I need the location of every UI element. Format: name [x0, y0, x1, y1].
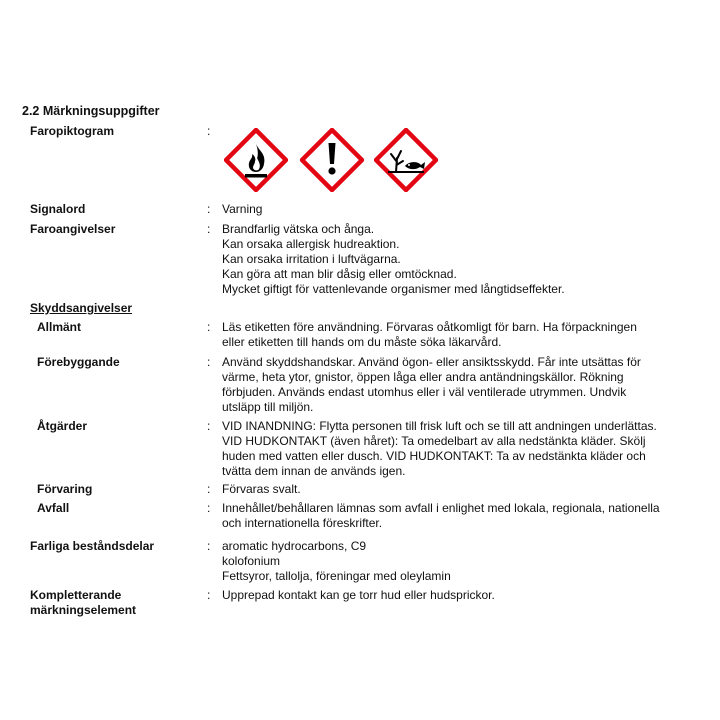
text-line: huden med vatten eller dusch. VID HUDKONTAKT: Ta av nedstänkta kläder och	[222, 449, 646, 463]
avfall-text	[222, 501, 700, 531]
text-line: värme, heta ytor, gnistor, öppen låga eller andra antändningskällor. Rökning	[222, 370, 624, 384]
text-line: Mycket giftigt för vattenlevande organismer med långtidseffekter.	[222, 282, 565, 296]
allmant-label: Allmänt	[37, 320, 82, 334]
forebyggande-text	[222, 355, 700, 415]
colon: :	[207, 482, 211, 496]
skyddsangivelser-heading: Skyddsangivelser	[30, 301, 133, 315]
text-line: VID HUDKONTAKT (även håret): Ta omedelbart av alla nedstänkta kläder. Skölj	[222, 434, 646, 448]
colon: :	[207, 588, 211, 602]
kompletterande-label	[30, 588, 205, 618]
colon: :	[207, 124, 211, 138]
text-line: Kan orsaka allergisk hudreaktion.	[222, 237, 400, 251]
allmant-text	[222, 320, 700, 350]
colon: :	[207, 320, 211, 334]
text-line: tvätta dem innan de används igen.	[222, 464, 406, 478]
avfall-label: Avfall	[37, 501, 70, 515]
label-line: Kompletterande	[30, 588, 122, 602]
text-line: eller etiketten till hands om du måste söka läkarvård.	[222, 335, 502, 349]
forvaring-value: Förvaras svalt.	[222, 482, 301, 496]
pictogram-label: Faropiktogram	[30, 124, 115, 138]
text-line: Läs etiketten före användning. Förvaras oåtkomligt för barn. Ha förpackningen	[222, 320, 637, 334]
text-line: Använd skyddshandskar. Använd ögon- eller ansiktsskydd. Får inte utsättas för	[222, 355, 641, 369]
exclamation-mark-icon	[300, 128, 364, 192]
text-line: utsläpp till miljön.	[222, 400, 314, 414]
text-line: Kan göra att man blir dåsig eller omtöcknad.	[222, 267, 457, 281]
faroangivelser-label: Faroangivelser	[30, 222, 116, 236]
label-line: märkningselement	[30, 603, 137, 617]
text-line: Brandfarlig vätska och ånga.	[222, 222, 375, 236]
colon: :	[207, 222, 211, 236]
text-line: kolofonium	[222, 554, 281, 568]
colon: :	[207, 501, 211, 515]
forebyggande-label: Förebyggande	[37, 355, 120, 369]
environment-hazard-icon	[374, 128, 438, 192]
faroangivelser-text	[222, 222, 700, 297]
forvaring-label: Förvaring	[37, 482, 93, 496]
flame-icon	[224, 128, 288, 192]
atgarder-label: Åtgärder	[37, 419, 88, 433]
text-line: aromatic hydrocarbons, C9	[222, 539, 367, 553]
text-line: förbjuden. Används endast utomhus eller i väl ventilerade utrymmen. Undvik	[222, 385, 627, 399]
colon: :	[207, 419, 211, 433]
signalord-value: Varning	[222, 202, 263, 216]
kompletterande-value: Upprepad kontakt kan ge torr hud eller hudsprickor.	[222, 588, 495, 602]
text-line: och internationella föreskrifter.	[222, 516, 383, 530]
signalord-label: Signalord	[30, 202, 86, 216]
text-line: Innehållet/behållaren lämnas som avfall i enlighet med lokala, regionala, nationella	[222, 501, 660, 515]
colon: :	[207, 355, 211, 369]
text-line: Kan orsaka irritation i luftvägarna.	[222, 252, 401, 266]
atgarder-text	[222, 419, 700, 479]
text-line: VID INANDNING: Flytta personen till frisk luft och se till att andningen underlättas.	[222, 419, 657, 433]
farliga-label: Farliga beståndsdelar	[30, 539, 155, 553]
farliga-text	[222, 539, 700, 584]
section-title: 2.2 Märkningsuppgifter	[22, 104, 160, 118]
text-line: Fettsyror, tallolja, föreningar med oleylamin	[222, 569, 451, 583]
colon: :	[207, 539, 211, 553]
colon: :	[207, 202, 211, 216]
